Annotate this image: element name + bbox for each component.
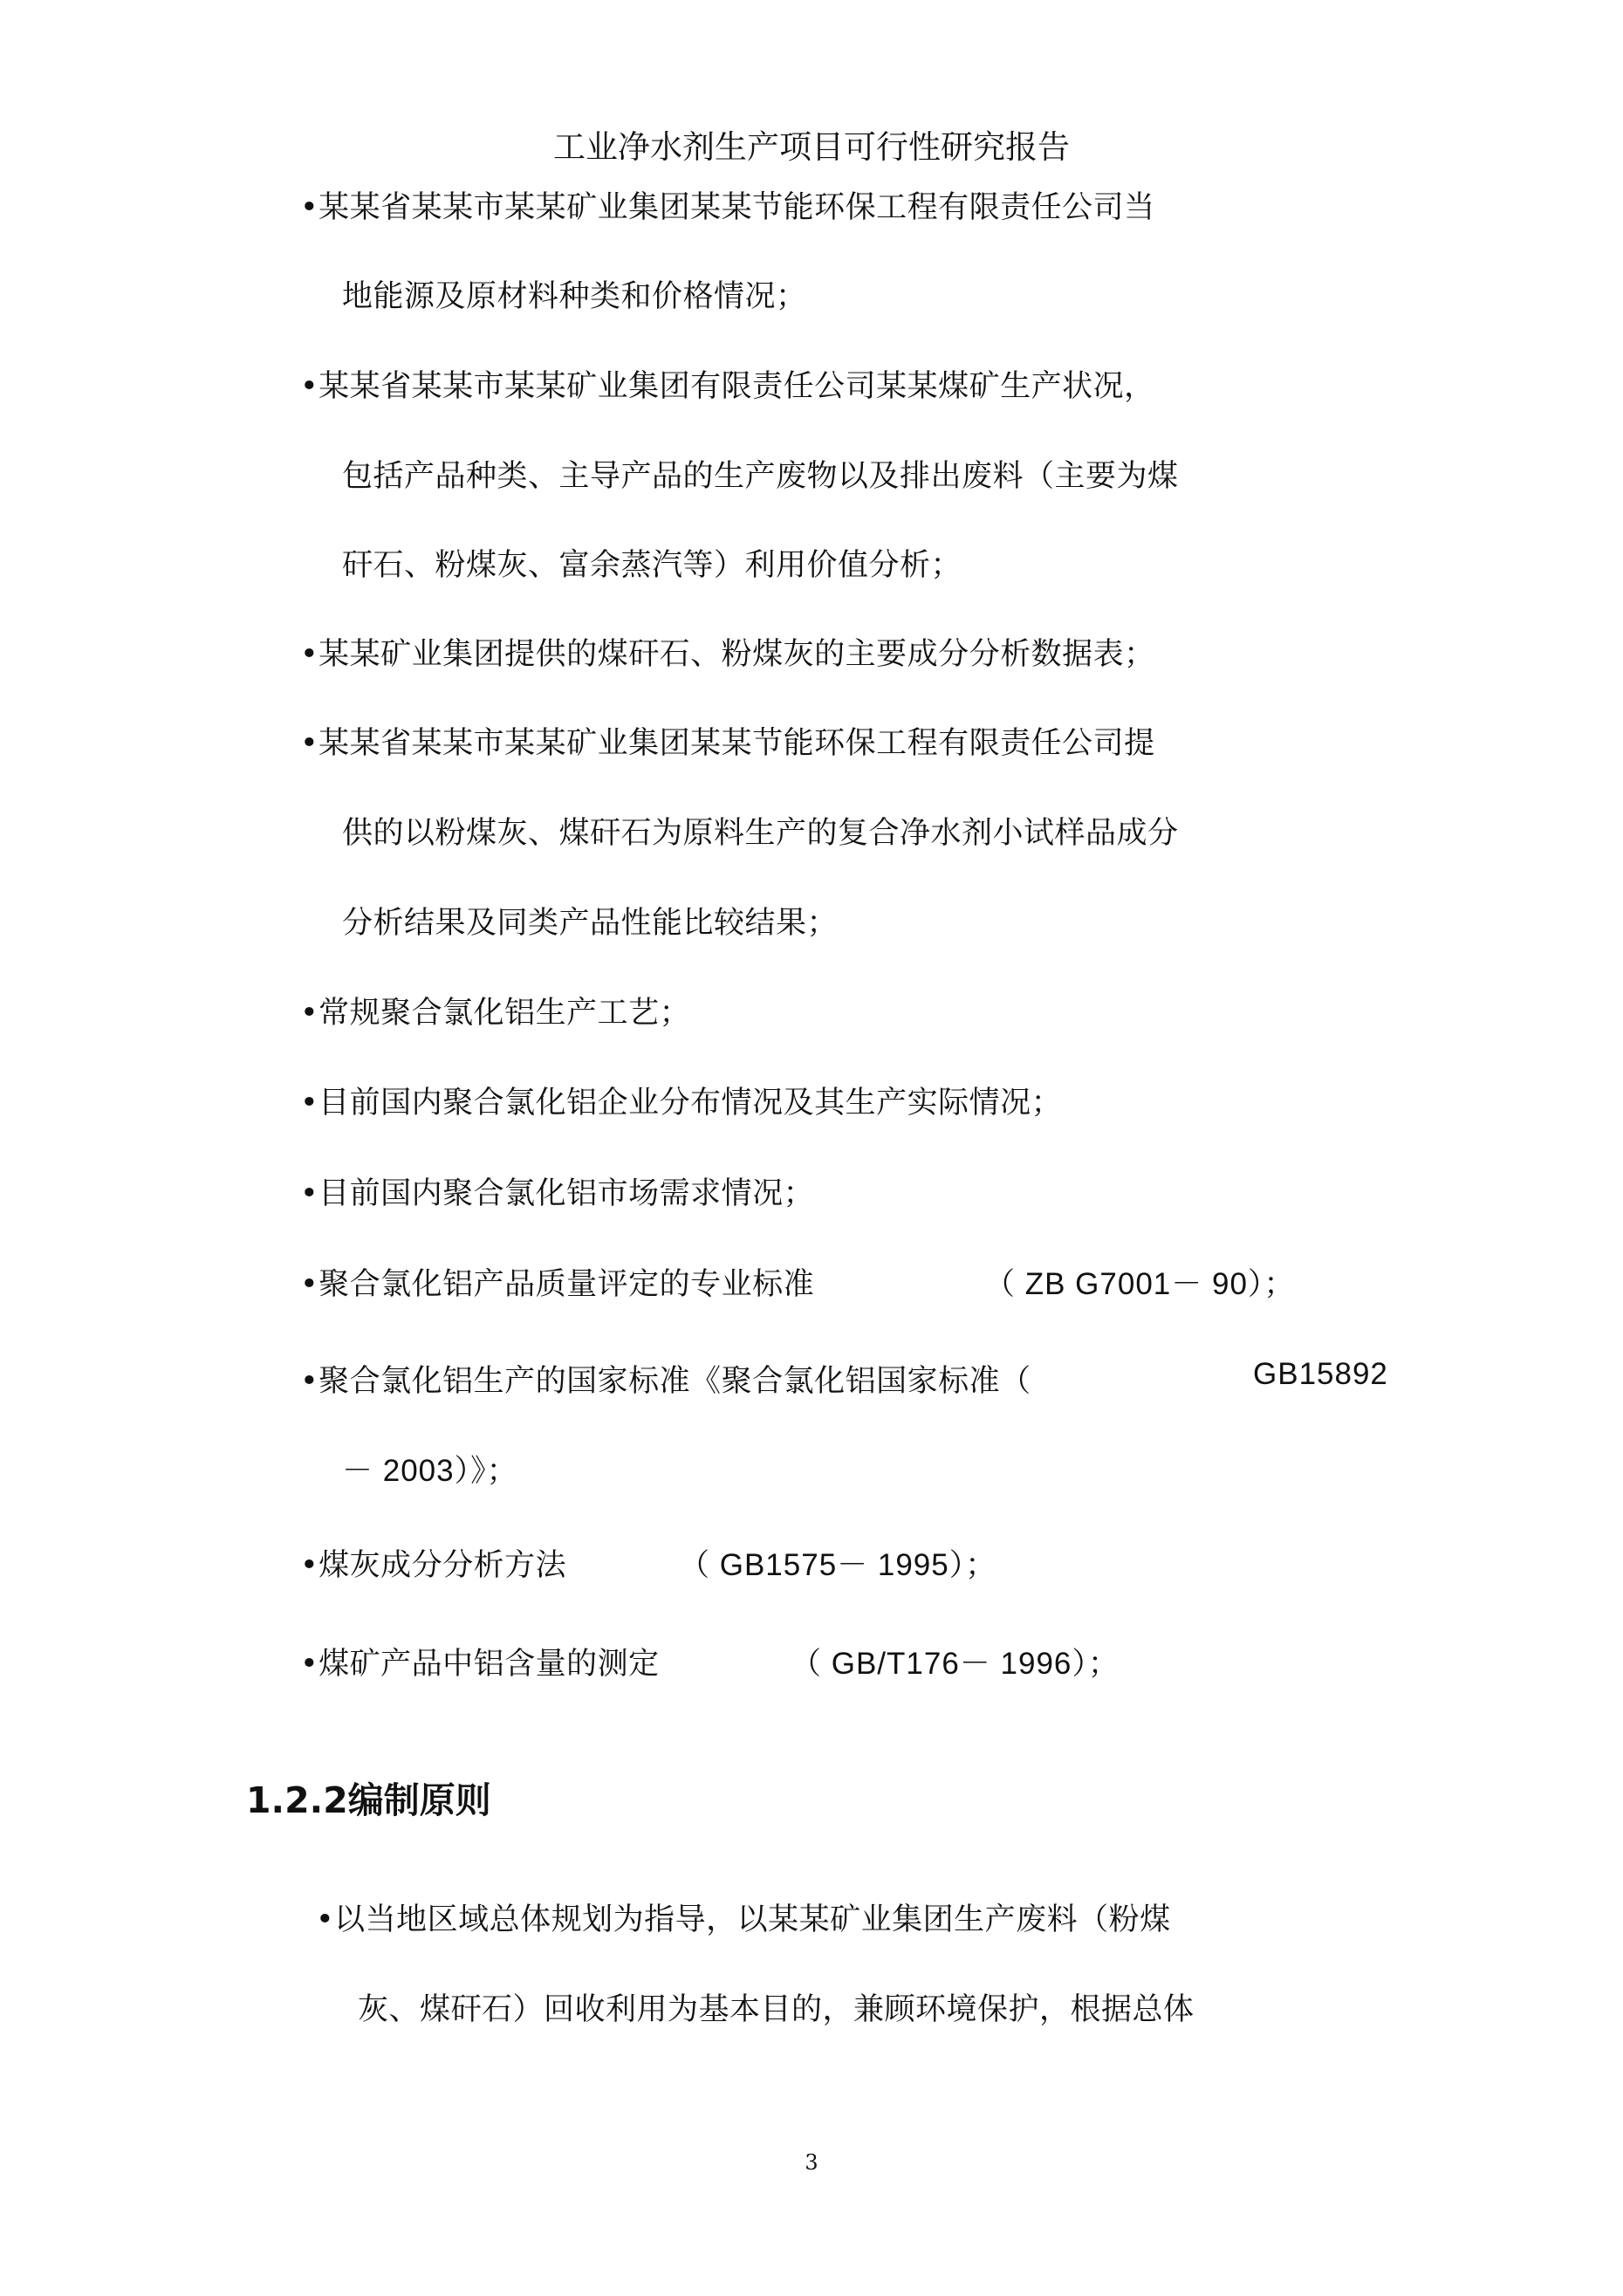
page-header-title: 工业净水剂生产项目可行性研究报告 [553, 128, 1070, 166]
list-item-continuation: － 2003）》； [342, 1454, 518, 1488]
standard-code: （ GB1575－ 1995）； [679, 1548, 997, 1582]
page-number: 3 [805, 2150, 818, 2175]
section-heading: 1.2.2编制原则 [246, 1779, 491, 1821]
list-item: •聚合氯化铝产品质量评定的专业标准 [300, 1267, 815, 1302]
list-item-continuation: 地能源及原材料种类和价格情况； [342, 279, 807, 314]
list-item-continuation: 分析结果及同类产品性能比较结果； [342, 906, 839, 941]
list-item-continuation: 供的以粉煤灰、煤矸石为原料生产的复合净水剂小试样品成分 [342, 816, 1179, 851]
list-item: •煤矿产品中铝含量的测定 [300, 1647, 660, 1682]
list-item-continuation: 包括产品种类、主导产品的生产废物以及排出废料（主要为煤 [342, 459, 1179, 494]
standard-code: GB15892 [1253, 1357, 1388, 1391]
list-item: •常规聚合氯化铝生产工艺； [300, 996, 691, 1031]
list-item: •目前国内聚合氯化铝企业分布情况及其生产实际情况； [300, 1086, 1063, 1121]
standard-code: （ GB/T176－ 1996）； [791, 1647, 1120, 1681]
list-item: •以当地区域总体规划为指导，以某某矿业集团生产废料（粉煤 [316, 1902, 1171, 1937]
list-item: •某某矿业集团提供的煤矸石、粉煤灰的主要成分分析数据表； [300, 637, 1155, 672]
list-item: •某某省某某市某某矿业集团某某节能环保工程有限责任公司提 [300, 726, 1155, 761]
list-item-continuation: 矸石、粉煤灰、富余蒸汽等）利用价值分析； [342, 548, 962, 583]
list-item: •聚合氯化铝生产的国家标准《聚合氯化铝国家标准（ [300, 1364, 1031, 1399]
list-item: •目前国内聚合氯化铝市场需求情况； [300, 1176, 815, 1211]
list-item: •某某省某某市某某矿业集团某某节能环保工程有限责任公司当 [300, 190, 1155, 225]
list-item: •煤灰成分分析方法 [300, 1548, 567, 1583]
list-item-continuation: 灰、煤矸石）回收利用为基本目的，兼顾环境保护，根据总体 [358, 1992, 1195, 2027]
list-item: •某某省某某市某某矿业集团有限责任公司某某煤矿生产状况， [300, 369, 1155, 404]
standard-code: （ ZB G7001－ 90）； [984, 1267, 1296, 1301]
